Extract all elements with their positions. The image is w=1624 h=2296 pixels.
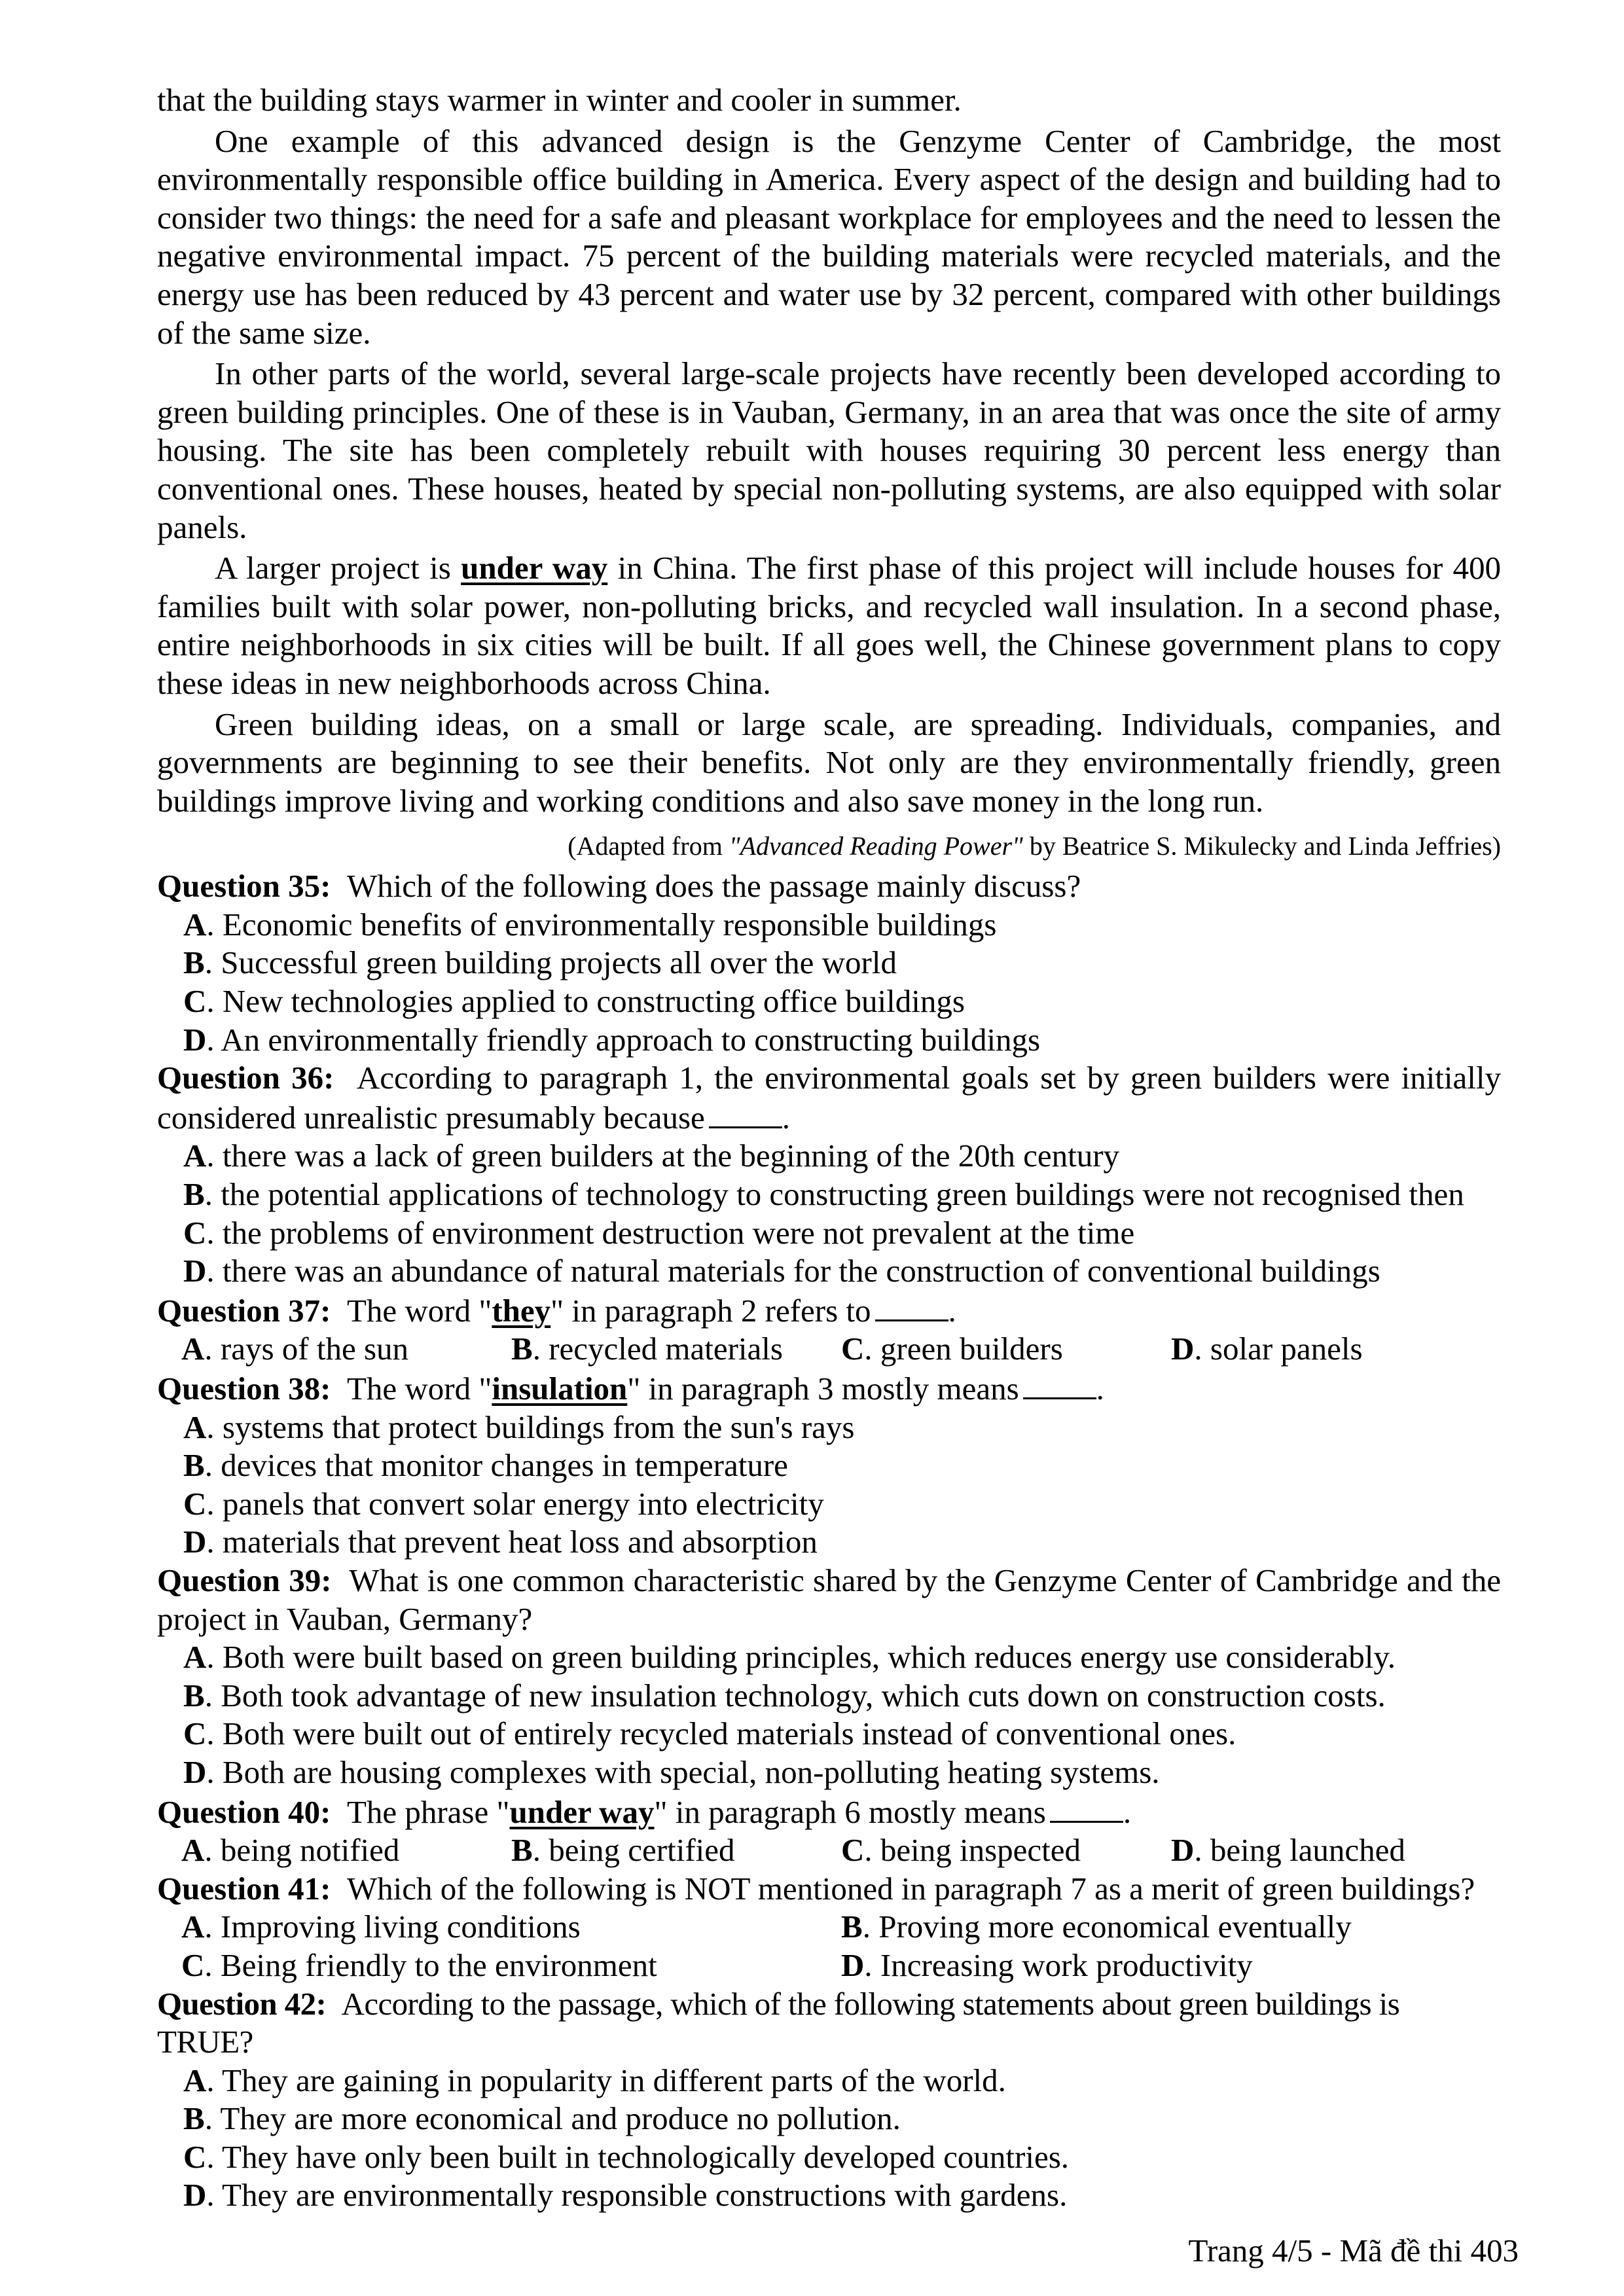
- option-text: They are gaining in popularity in different parts of the world.: [222, 2062, 1006, 2098]
- option-letter: B: [183, 1677, 205, 1713]
- question-stem: [157, 1059, 1501, 1137]
- option-text: materials that prevent heat loss and absorption: [222, 1524, 818, 1560]
- option-text: Proving more economical eventually: [878, 1909, 1352, 1945]
- option-text: An environmentally friendly approach to constructing buildings: [221, 1021, 1041, 1058]
- option-text: Being friendly to the environment: [220, 1946, 657, 1983]
- answer-option-b[interactable]: [841, 1908, 1501, 1946]
- option-separator: .: [206, 983, 223, 1020]
- question-number: Question 42:: [157, 1985, 327, 2022]
- answer-option-a[interactable]: [181, 1330, 511, 1369]
- answer-option-a[interactable]: [157, 1408, 1501, 1447]
- exam-page: [157, 81, 1501, 2215]
- option-letter: B: [511, 1331, 533, 1367]
- option-letter: A: [183, 906, 207, 942]
- answer-option-a[interactable]: [157, 1638, 1501, 1677]
- option-text: being certified: [549, 1832, 735, 1869]
- question-text: According to the passage, which of the following statements about green buildings is TRUE?: [157, 1985, 1400, 2060]
- option-letter: D: [1171, 1331, 1195, 1367]
- question-number: Question 36:: [157, 1060, 334, 1096]
- option-letter: A: [181, 1909, 205, 1945]
- option-separator: .: [206, 1408, 223, 1445]
- question-block: [157, 1059, 1501, 1291]
- answer-blank: [1023, 1369, 1096, 1399]
- answer-blank: [875, 1291, 948, 1321]
- option-separator: .: [206, 1138, 223, 1174]
- question-number: Question 40:: [157, 1793, 331, 1830]
- option-letter: C: [183, 983, 207, 1020]
- page-footer: Trang 4/5 - Mã đề thi 403: [1188, 2233, 1519, 2269]
- question-text: What is one common characteristic shared by the Genzyme Center of Cambridge and the project in Vauban, Germany?: [157, 1562, 1501, 1637]
- answer-options: [157, 1831, 1501, 1870]
- answer-options: [157, 1408, 1501, 1562]
- option-separator: .: [206, 1524, 223, 1560]
- answer-option-c[interactable]: [157, 1715, 1501, 1753]
- passage-paragraph: [157, 549, 1501, 702]
- option-separator: .: [532, 1331, 549, 1367]
- question-list: [157, 867, 1501, 2215]
- question-text: " in paragraph 3 mostly means: [627, 1371, 1019, 1407]
- answer-option-c[interactable]: [841, 1330, 1171, 1369]
- option-letter: D: [183, 1253, 207, 1289]
- answer-options: [157, 1638, 1501, 1791]
- paragraph-text: One example of this advanced design is the Genzyme Center of Cambridge, the most environmentally responsible office building in America. Every aspect of the design and building had to consider two things: the need for a safe and pleasant workplace for employees and the need to lessen the negative environmental impact. 75 percent of the building materials were recycled materials, and the energy use has been reduced by 43 percent and water use by 32 percent, compared with other buildings of the same size.: [157, 122, 1501, 351]
- option-text: the problems of environment destruction were not prevalent at the time: [222, 1214, 1135, 1251]
- option-text: solar panels: [1210, 1331, 1363, 1367]
- question-stem: [157, 1369, 1501, 1408]
- answer-option-d[interactable]: [1171, 1330, 1501, 1369]
- option-letter: D: [183, 1524, 207, 1560]
- paragraph-text: In other parts of the world, several large-scale projects have recently been developed according to green building principles. One of these is in Vauban, Germany, in an area that was once the site of army housing. The site has been completely rebuilt with houses requiring 30 percent less energy than conventional ones. These houses, heated by special non-polluting systems, are also equipped with solar panels.: [157, 355, 1501, 545]
- option-letter: D: [1171, 1832, 1195, 1869]
- option-letter: C: [183, 1485, 207, 1522]
- answer-option-d[interactable]: [157, 1523, 1501, 1562]
- option-separator: .: [206, 1485, 223, 1522]
- option-letter: A: [183, 1138, 207, 1174]
- option-text: Both are housing complexes with special, non-polluting heating systems.: [222, 1753, 1160, 1790]
- option-letter: B: [511, 1832, 533, 1869]
- option-letter: B: [841, 1909, 863, 1945]
- option-letter: A: [183, 2062, 207, 2098]
- option-text: being launched: [1210, 1832, 1405, 1869]
- option-separator: .: [864, 1832, 880, 1869]
- question-text: " in paragraph 6 mostly means: [654, 1793, 1046, 1830]
- option-text: Both were built based on green building principles, which reduces energy use considerably.: [222, 1639, 1396, 1676]
- option-separator: .: [1194, 1832, 1210, 1869]
- option-text: They have only been built in technologically developed countries.: [222, 2138, 1070, 2175]
- option-text: Economic benefits of environmentally responsible buildings: [222, 906, 997, 942]
- answer-option-b[interactable]: [157, 1175, 1501, 1214]
- option-letter: D: [183, 1753, 207, 1790]
- answer-option-b[interactable]: [157, 2100, 1501, 2138]
- option-text: panels that convert solar energy into electricity: [222, 1485, 824, 1522]
- question-block: [157, 867, 1501, 1059]
- period: .: [782, 1099, 791, 1136]
- emphasized-word: they: [492, 1292, 551, 1329]
- question-block: [157, 1369, 1501, 1562]
- question-block: [157, 1562, 1501, 1792]
- option-separator: .: [864, 1946, 880, 1983]
- option-text: systems that protect buildings from the sun's rays: [222, 1408, 855, 1445]
- option-separator: .: [206, 1214, 223, 1251]
- answer-blank: [709, 1098, 782, 1128]
- option-separator: .: [204, 1331, 221, 1367]
- option-text: Improving living conditions: [220, 1909, 581, 1945]
- question-block: [157, 1792, 1501, 1870]
- paragraph-text: that the building stays warmer in winter and cooler in summer.: [157, 82, 962, 118]
- option-separator: .: [864, 1331, 880, 1367]
- option-text: New technologies applied to constructing office buildings: [222, 983, 965, 1020]
- option-separator: .: [206, 1253, 223, 1289]
- option-text: They are more economical and produce no pollution.: [220, 2100, 901, 2137]
- option-letter: A: [181, 1832, 205, 1869]
- option-separator: .: [862, 1909, 879, 1945]
- option-separator: .: [206, 906, 223, 942]
- passage-paragraph: [157, 81, 1501, 120]
- option-separator: .: [206, 1639, 223, 1676]
- option-text: there was a lack of green builders at the beginning of the 20th century: [222, 1138, 1120, 1174]
- answer-option-c[interactable]: [157, 2138, 1501, 2177]
- reading-passage: [157, 81, 1501, 820]
- period: .: [948, 1292, 956, 1329]
- answer-options: [157, 1137, 1501, 1290]
- period: .: [1096, 1371, 1104, 1407]
- option-letter: A: [183, 1639, 207, 1676]
- emphasized-phrase: under way: [461, 550, 608, 586]
- emphasized-word: insulation: [492, 1371, 628, 1407]
- answer-option-b[interactable]: [157, 944, 1501, 982]
- question-block: [157, 1291, 1501, 1369]
- question-number: Question 38:: [157, 1371, 331, 1407]
- answer-option-d[interactable]: [157, 1021, 1501, 1060]
- option-text: the potential applications of technology to constructing green buildings were not recognised then: [221, 1176, 1464, 1213]
- answer-option-b[interactable]: [511, 1330, 841, 1369]
- option-separator: .: [204, 944, 221, 981]
- option-letter: B: [183, 1447, 205, 1484]
- answer-option-d[interactable]: [1171, 1831, 1501, 1870]
- answer-options: [157, 2062, 1501, 2215]
- option-letter: C: [841, 1832, 865, 1869]
- option-text: there was an abundance of natural materials for the construction of conventional buildings: [222, 1253, 1380, 1289]
- period: .: [1123, 1793, 1132, 1830]
- question-text: The word ": [346, 1292, 492, 1329]
- answer-option-d[interactable]: [841, 1946, 1501, 1985]
- option-letter: D: [183, 1021, 207, 1058]
- option-text: recycled materials: [549, 1331, 783, 1367]
- emphasized-word: under way: [509, 1793, 655, 1830]
- citation-book-title: "Advanced Reading Power": [729, 831, 1023, 861]
- answer-blank: [1050, 1792, 1123, 1823]
- option-text: being inspected: [880, 1832, 1081, 1869]
- answer-options: [157, 1330, 1501, 1369]
- question-number: Question 37:: [157, 1292, 331, 1329]
- question-number: Question 39:: [157, 1562, 332, 1598]
- option-text: devices that monitor changes in temperature: [221, 1447, 788, 1484]
- citation-suffix: by Beatrice S. Mikulecky and Linda Jeffries): [1022, 831, 1501, 861]
- option-separator: .: [204, 1447, 221, 1484]
- option-separator: .: [206, 2138, 223, 2175]
- question-text: According to paragraph 1, the environmental goals set by green builders were initially considered unrealistic presumably because: [157, 1060, 1502, 1136]
- option-text: Successful green building projects all over the world: [221, 944, 897, 981]
- option-text: Both were built out of entirely recycled materials instead of conventional ones.: [222, 1715, 1236, 1752]
- option-letter: B: [183, 1176, 205, 1213]
- option-letter: D: [183, 2177, 207, 2214]
- question-text: The word ": [346, 1371, 492, 1407]
- answer-option-a[interactable]: [181, 1831, 511, 1870]
- option-text: Increasing work productivity: [880, 1946, 1253, 1983]
- option-separator: .: [204, 1909, 221, 1945]
- answer-option-d[interactable]: [157, 1753, 1501, 1792]
- question-stem: [157, 1562, 1501, 1638]
- option-letter: D: [841, 1946, 865, 1983]
- option-separator: .: [206, 2177, 223, 2214]
- paragraph-text: A larger project is: [215, 550, 461, 586]
- option-separator: .: [204, 2100, 221, 2137]
- option-text: rays of the sun: [220, 1331, 409, 1367]
- option-letter: C: [183, 1715, 207, 1752]
- answer-option-c[interactable]: [157, 1214, 1501, 1253]
- question-stem: [157, 1985, 1501, 2062]
- question-text: " in paragraph 2 refers to: [550, 1292, 871, 1329]
- answer-option-b[interactable]: [157, 1677, 1501, 1715]
- option-separator: .: [206, 1021, 221, 1058]
- answer-option-b[interactable]: [511, 1831, 841, 1870]
- question-stem: [157, 1870, 1501, 1909]
- question-number: Question 41:: [157, 1870, 331, 1907]
- answer-option-c[interactable]: [157, 982, 1501, 1021]
- answer-option-a[interactable]: [181, 1908, 841, 1946]
- answer-options-row: [157, 1908, 1501, 1946]
- option-letter: B: [183, 944, 205, 981]
- passage-paragraph: [157, 355, 1501, 547]
- option-text: Both took advantage of new insulation technology, which cuts down on construction costs.: [221, 1677, 1386, 1713]
- answer-option-c[interactable]: [181, 1946, 841, 1985]
- option-separator: .: [206, 2062, 223, 2098]
- question-stem: [157, 1291, 1501, 1331]
- option-letter: C: [841, 1331, 865, 1367]
- paragraph-text: in China. The first phase of this project will include houses for 400 families built with solar power, non-polluting bricks, and recycled wall insulation. In a second phase, entire neighborhoods in six cities will be built. If all goes well, the Chinese government plans to copy these ideas in new neighborhoods across China.: [157, 550, 1501, 701]
- passage-paragraph: [157, 706, 1501, 821]
- answer-options-row: [157, 1946, 1501, 1985]
- option-letter: A: [181, 1331, 205, 1367]
- option-letter: B: [183, 2100, 205, 2137]
- question-stem: [157, 867, 1501, 906]
- option-separator: .: [1194, 1331, 1210, 1367]
- question-stem: [157, 1792, 1501, 1832]
- answer-option-c[interactable]: [841, 1831, 1171, 1870]
- question-number: Question 35:: [157, 868, 331, 905]
- option-separator: .: [206, 1715, 223, 1752]
- answer-option-a[interactable]: [157, 906, 1501, 944]
- option-letter: C: [183, 2138, 207, 2175]
- option-separator: .: [204, 1176, 221, 1213]
- paragraph-text: Green building ideas, on a small or large scale, are spreading. Individuals, companies, and governments are beginning to see their benefits. Not only are they environmentally friendly, green buildings improve living and working conditions and also save money in the long run.: [157, 706, 1501, 819]
- option-separator: .: [206, 1753, 223, 1790]
- option-letter: A: [183, 1408, 207, 1445]
- option-separator: .: [204, 1946, 221, 1983]
- passage-paragraph: [157, 122, 1501, 353]
- answer-options: [157, 906, 1501, 1059]
- passage-citation: [157, 829, 1501, 863]
- answer-option-a[interactable]: [157, 1137, 1501, 1175]
- answer-option-d[interactable]: [157, 1252, 1501, 1291]
- question-block: [157, 1870, 1501, 1985]
- question-text: Which of the following does the passage mainly discuss?: [346, 868, 1081, 905]
- answer-option-a[interactable]: [157, 2062, 1501, 2100]
- option-letter: C: [181, 1946, 205, 1983]
- question-block: [157, 1985, 1501, 2215]
- option-text: green builders: [880, 1331, 1063, 1367]
- option-letter: C: [183, 1214, 207, 1251]
- question-text: Which of the following is NOT mentioned in paragraph 7 as a merit of green buildings?: [346, 1870, 1475, 1907]
- option-separator: .: [532, 1832, 549, 1869]
- option-text: They are environmentally responsible constructions with gardens.: [222, 2177, 1068, 2214]
- question-text: The phrase ": [346, 1793, 510, 1830]
- answer-option-c[interactable]: [157, 1485, 1501, 1524]
- option-separator: .: [204, 1677, 221, 1713]
- option-separator: .: [204, 1832, 221, 1869]
- answer-option-b[interactable]: [157, 1446, 1501, 1485]
- option-text: being notified: [220, 1832, 400, 1869]
- answer-option-d[interactable]: [157, 2176, 1501, 2215]
- citation-prefix: (Adapted from: [568, 831, 729, 861]
